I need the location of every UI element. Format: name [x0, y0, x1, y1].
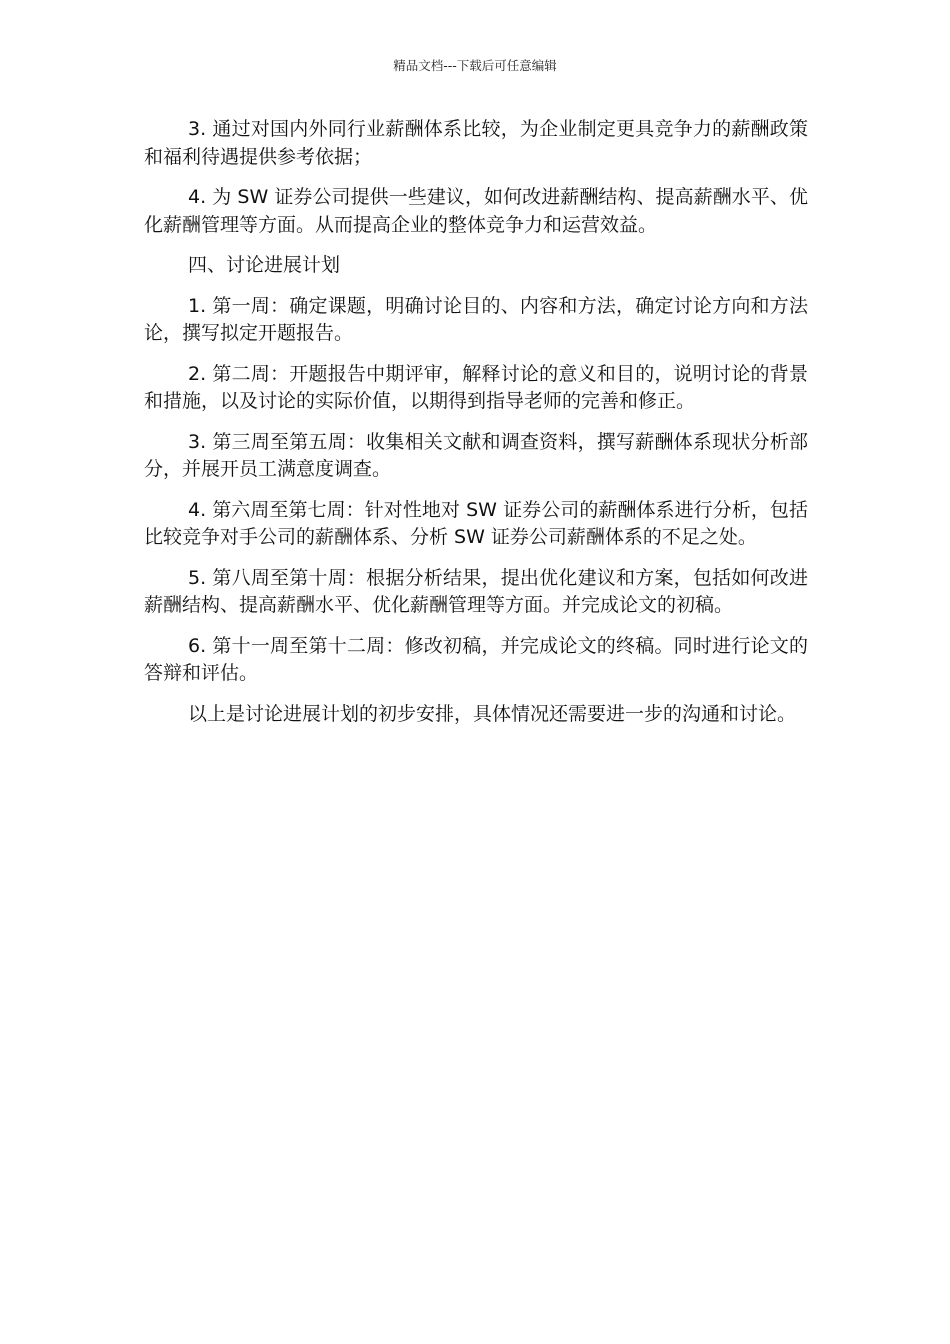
paragraph-plan-step-4: 4. 第六周至第七周：针对性地对 SW 证券公司的薪酬体系进行分析，包括比较竞争对手公司的薪酬体系、分析 SW 证券公司薪酬体系的不足之处。 — [144, 498, 808, 548]
paragraph-plan-step-5: 5. 第八周至第十周：根据分析结果，提出优化建议和方案，包括如何改进薪酬结构、提高薪酬水平、优化薪酬管理等方面。并完成论文的初稿。 — [144, 566, 808, 616]
paragraph-plan-step-6: 6. 第十一周至第十二周：修改初稿，并完成论文的终稿。同时进行论文的答辩和评估。 — [144, 634, 808, 684]
paragraph-conclusion: 以上是讨论进展计划的初步安排，具体情况还需要进一步的沟通和讨论。 — [188, 702, 797, 725]
section-heading-progress-plan: 四、讨论进展计划 — [188, 254, 341, 276]
paragraph-objective-4: 4. 为 SW 证券公司提供一些建议，如何改进薪酬结构、提高薪酬水平、优化薪酬管理等方面。从而提高企业的整体竞争力和运营效益。 — [144, 186, 808, 236]
paragraph-objective-3: 3. 通过对国内外同行业薪酬体系比较，为企业制定更具竞争力的薪酬政策和福利待遇提供参考依据； — [144, 118, 808, 168]
paragraph-plan-step-1: 1. 第一周：确定课题，明确讨论目的、内容和方法，确定讨论方向和方法论，撰写拟定开题报告。 — [144, 294, 808, 344]
document-body — [144, 116, 808, 741]
page-header: 精品文档---下载后可任意编辑 — [393, 58, 557, 73]
paragraph-plan-step-2: 2. 第二周：开题报告中期评审，解释讨论的意义和目的，说明讨论的背景和措施，以及讨论的实际价值，以期得到指导老师的完善和修正。 — [144, 362, 808, 412]
paragraph-plan-step-3: 3. 第三周至第五周：收集相关文献和调查资料，撰写薪酬体系现状分析部分，并展开员工满意度调查。 — [144, 430, 808, 480]
